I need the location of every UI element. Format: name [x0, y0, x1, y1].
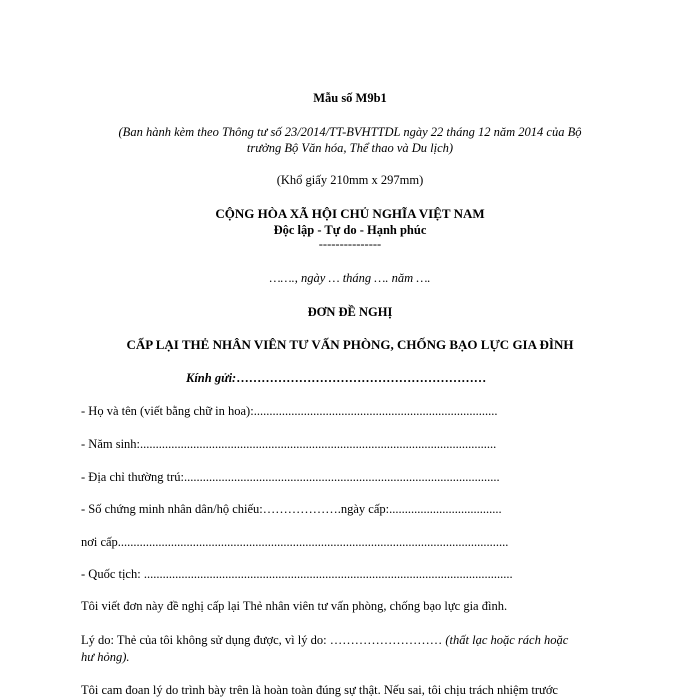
reason-hint-continued: hư hỏng).: [81, 650, 130, 664]
issuance-note-line1: (Ban hành kèm theo Thông tư số 23/2014/TT-BVHTTDL ngày 22 tháng 12 năm 2014 của Bộ: [118, 125, 582, 139]
nationality-field: - Quốc tịch: ......................................................................................................................: [81, 567, 513, 581]
form-number: Mẫu số M9b1: [313, 91, 387, 105]
commitment-statement: Tôi cam đoan lý do trình bày trên là hoàn toàn đúng sự thật. Nếu sai, tôi chịu trách nhiệm trước: [81, 683, 558, 697]
reason-text: Lý do: Thẻ của tôi không sử dụng được, vì lý do: ………………………: [81, 633, 446, 647]
reason-hint: (thất lạc hoặc rách hoặc: [445, 633, 569, 647]
residence-field: - Địa chỉ thường trú:.....................................................................................................: [81, 470, 500, 484]
document-title: ĐƠN ĐỀ NGHỊ: [307, 305, 393, 319]
paper-size-note: (Khổ giấy 210mm x 297mm): [276, 173, 424, 187]
document-subtitle: CẤP LẠI THẺ NHÂN VIÊN TƯ VẤN PHÒNG, CHỐNG BẠO LỰC GIA ĐÌNH: [126, 337, 574, 352]
country-name: CỘNG HÒA XÃ HỘI CHỦ NGHĨA VIỆT NAM: [215, 206, 485, 221]
addressee-blank: ……………………………………………………: [236, 371, 487, 385]
birth-year-field: - Năm sinh:..................................................................................................................: [81, 437, 497, 451]
addressee-line: [186, 370, 486, 386]
issue-place-field: nơi cấp.............................................................................................................................: [81, 535, 509, 549]
id-number-field: - Số chứng minh nhân dân/hộ chiếu:……………….ngày cấp:....................................: [81, 502, 502, 516]
motto-divider: ---------------: [318, 237, 382, 251]
addressee-label: Kính gửi:: [186, 371, 237, 385]
national-slogan: Độc lập - Tự do - Hạnh phúc: [273, 223, 427, 237]
reason-line: [81, 632, 568, 648]
issuance-note-line2: trưởng Bộ Văn hóa, Thể thao và Du lịch): [246, 141, 454, 155]
full-name-field: - Họ và tên (viết bằng chữ in hoa):..............................................................................: [81, 404, 498, 418]
request-statement: Tôi viết đơn này đề nghị cấp lại Thẻ nhân viên tư vấn phòng, chống bạo lực gia đình.: [81, 599, 508, 613]
date-line: ……., ngày … tháng …. năm ….: [269, 271, 431, 285]
